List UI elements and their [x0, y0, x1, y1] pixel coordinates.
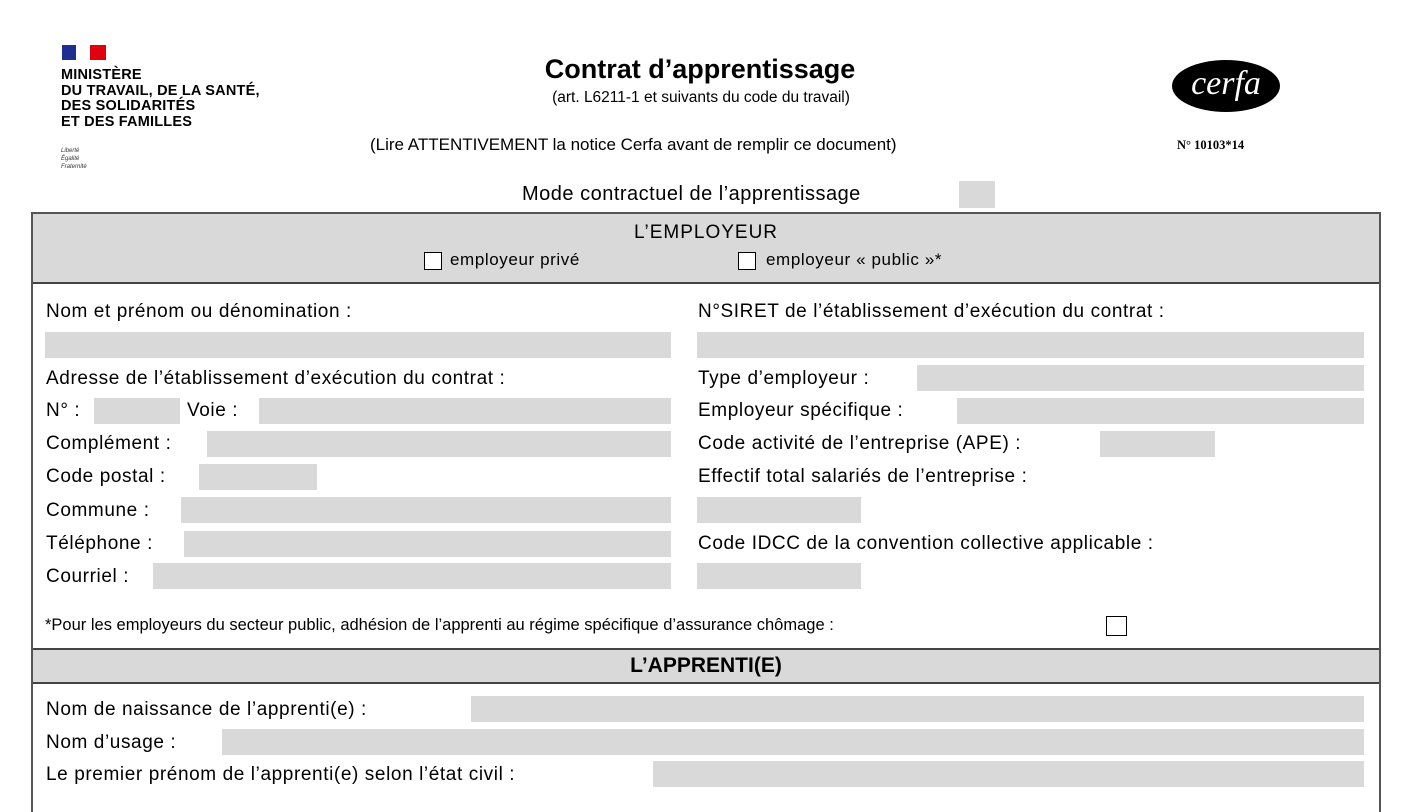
employer-name-field[interactable]	[45, 332, 671, 358]
commune-label: Commune :	[46, 500, 150, 521]
address-complement-label: Complément :	[46, 433, 172, 454]
postal-code-label: Code postal :	[46, 466, 166, 487]
employer-name-label: Nom et prénom ou dénomination :	[46, 301, 352, 322]
motto-line: Liberté	[61, 148, 80, 154]
ape-code-field[interactable]	[1100, 431, 1215, 457]
ape-code-label: Code activité de l’entreprise (APE) :	[698, 433, 1022, 454]
workforce-field[interactable]	[697, 497, 861, 523]
usage-name-label: Nom d’usage :	[46, 732, 177, 753]
public-employer-footnote: *Pour les employeurs du secteur public, adhésion de l’apprenti au régime spécifique d’assurance chômage :	[45, 616, 834, 634]
employer-type-label: Type d’employeur :	[698, 368, 870, 389]
employer-public-checkbox[interactable]	[738, 252, 756, 270]
notice-instruction: (Lire ATTENTIVEMENT la notice Cerfa avant de remplir ce document)	[370, 135, 897, 154]
ministry-line: DU TRAVAIL, DE LA SANTÉ,	[61, 82, 260, 99]
ministry-line: DES SOLIDARITÉS	[61, 98, 196, 114]
motto-line: Égalité	[61, 156, 80, 162]
email-label: Courriel :	[46, 566, 130, 587]
mode-label: Mode contractuel de l’apprentissage	[522, 183, 861, 205]
email-field[interactable]	[153, 563, 671, 589]
first-name-label: Le premier prénom de l’apprenti(e) selon l’état civil :	[46, 764, 516, 785]
address-label: Adresse de l’établissement d’exécution du contrat :	[46, 368, 506, 389]
idcc-code-label: Code IDCC de la convention collective applicable :	[698, 533, 1154, 554]
employer-public-label: employeur « public »*	[766, 250, 943, 269]
employer-private-label: employeur privé	[450, 250, 580, 269]
address-voie-label: Voie :	[187, 400, 239, 421]
first-name-field[interactable]	[653, 761, 1364, 787]
address-number-label: N° :	[46, 400, 81, 421]
form-title: Contrat d’apprentissage	[544, 54, 856, 84]
cerfa-logo: cerfa	[1172, 60, 1280, 112]
mode-field[interactable]	[959, 181, 995, 208]
motto-line: Fraternité	[61, 164, 87, 170]
usage-name-field[interactable]	[222, 729, 1364, 755]
birth-name-label: Nom de naissance de l’apprenti(e) :	[46, 699, 367, 720]
address-number-field[interactable]	[94, 398, 180, 424]
employer-section-title: L’EMPLOYEUR	[633, 222, 779, 243]
specific-employer-label: Employeur spécifique :	[698, 400, 904, 421]
phone-label: Téléphone :	[46, 533, 153, 554]
workforce-label: Effectif total salariés de l’entreprise :	[698, 466, 1028, 487]
phone-field[interactable]	[184, 531, 671, 557]
apprentice-section-title: L’APPRENTI(E)	[630, 654, 782, 677]
employer-private-checkbox[interactable]	[424, 252, 442, 270]
birth-name-field[interactable]	[471, 696, 1364, 722]
unemployment-insurance-checkbox[interactable]	[1106, 616, 1127, 636]
ministry-line: ET DES FAMILLES	[61, 113, 193, 130]
postal-code-field[interactable]	[199, 464, 317, 490]
siret-label: N°SIRET de l’établissement d’exécution du contrat :	[698, 301, 1165, 322]
specific-employer-field[interactable]	[957, 398, 1364, 424]
commune-field[interactable]	[181, 497, 671, 523]
form-subtitle: (art. L6211-1 et suivants du code du travail)	[552, 89, 850, 106]
cerfa-number: N° 10103*14	[1177, 138, 1245, 152]
address-voie-field[interactable]	[259, 398, 671, 424]
siret-field[interactable]	[697, 332, 1364, 358]
idcc-code-field[interactable]	[697, 563, 861, 589]
address-complement-field[interactable]	[207, 431, 671, 457]
employer-type-field[interactable]	[917, 365, 1364, 391]
republic-motto	[61, 147, 87, 171]
ministry-line: MINISTÈRE	[61, 67, 142, 83]
